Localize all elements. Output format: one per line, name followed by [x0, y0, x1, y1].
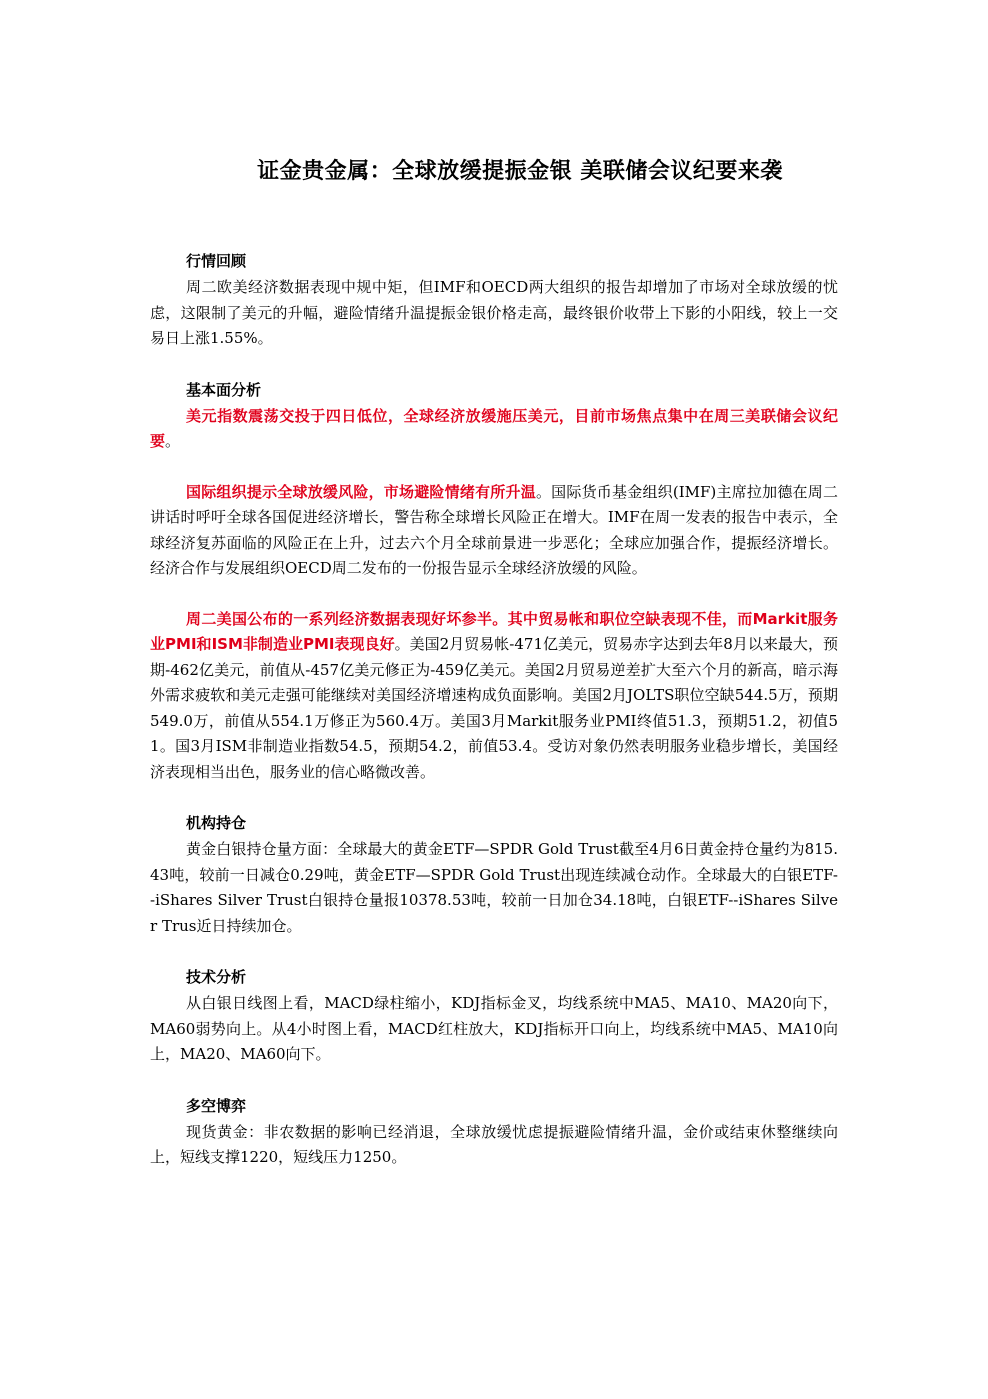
highlight-text: 周二美国公布的一系列经济数据表现好坏参半。其中贸易帐和职位空缺表现不佳，而Markit服务业PMI和ISM非制造业PMI表现良好: [150, 609, 838, 653]
section-heading-fundamental: 基本面分析: [186, 380, 262, 399]
section-technical: [150, 964, 838, 1068]
section-fundamental: [150, 377, 838, 786]
page-title: 证金贵金属：全球放缓提振金银 美联储会议纪要来袭: [257, 159, 783, 184]
highlight-text: 国际组织提示全球放缓风险，市场避险情绪有所升温: [186, 482, 536, 501]
section-outlook: [150, 1093, 838, 1171]
section-review: [150, 248, 838, 352]
section-heading-positions: 机构持仓: [186, 814, 247, 832]
paragraph-fundamental-2: [150, 480, 838, 582]
article-body: [150, 248, 838, 1196]
paragraph-text: 。美国2月贸易帐-471亿美元，贸易赤字达到去年8月以来最大，预期-462亿美元，前值从-457亿美元修正为-459亿美元。美国2月贸易逆差扩大至六个月的新高，暗示海外需求疲软和美元走强可能继续对美国经济增速构成负面影响。美国2月JOLTS职位空缺544.5万，预期549.0万，前值从554.1万修正为560.4万。美国3月Markit服务业PMI终值51.3，预期51.2，初值51。国3月ISM非制造业指数54.5，预期54.2，前值53.4。受访对象仍然表明服务业稳步增长，美国经济表现相当出色，服务业的信心略微改善。: [150, 635, 838, 781]
paragraph-text: 。: [165, 432, 181, 450]
paragraph-fundamental-1: [150, 404, 838, 455]
paragraph-outlook: 现货黄金：非农数据的影响已经消退，全球放缓忧虑提振避险情绪升温，金价或结束休整继续向上，短线支撑1220，短线压力1250。: [150, 1122, 838, 1166]
paragraph-review: 周二欧美经济数据表现中规中矩，但IMF和OECD两大组织的报告却增加了市场对全球放缓的忧虑，这限制了美元的升幅，避险情绪升温提振金银价格走高，最终银价收带上下影的小阳线，较上一交易日上涨1.55%。: [150, 278, 838, 347]
section-positions: [150, 810, 838, 939]
paragraph-text: 。国际货币基金组织(IMF)主席拉加德在周二讲话时呼吁全球各国促进经济增长，警告称全球增长风险正在增大。IMF在周一发表的报告中表示，全球经济复苏面临的风险正在上升，过去六个月全球前景进一步恶化；全球应加强合作，提振经济增长。经济合作与发展组织OECD周二发布的一份报告显示全球经济放缓的风险。: [150, 482, 838, 577]
paragraph-fundamental-3: [150, 607, 838, 786]
paragraph-positions: 黄金白银持仓量方面：全球最大的黄金ETF—SPDR Gold Trust截至4月6日黄金持仓量约为815.43吨，较前一日减仓0.29吨，黄金ETF—SPDR Gold Trust出现连续减仓动作。全球最大的白银ETF--iShares Silver Trust白银持仓量报10378.53吨，较前一日加仓34.18吨，白银ETF--iShares Silver Trus近日持续加仓。: [150, 840, 838, 935]
section-heading-technical: 技术分析: [186, 968, 247, 986]
highlight-text: 美元指数震荡交投于四日低位，全球经济放缓施压美元，目前市场焦点集中在周三美联储会议纪要: [150, 406, 838, 450]
section-heading-outlook: 多空博弈: [186, 1096, 247, 1115]
section-heading-review: 行情回顾: [186, 252, 247, 270]
paragraph-technical: 从白银日线图上看，MACD绿柱缩小，KDJ指标金叉，均线系统中MA5、MA10、MA20向下，MA60弱势向上。从4小时图上看，MACD红柱放大，KDJ指标开口向上，均线系统中MA5、MA10向上，MA20、MA60向下。: [150, 994, 838, 1063]
